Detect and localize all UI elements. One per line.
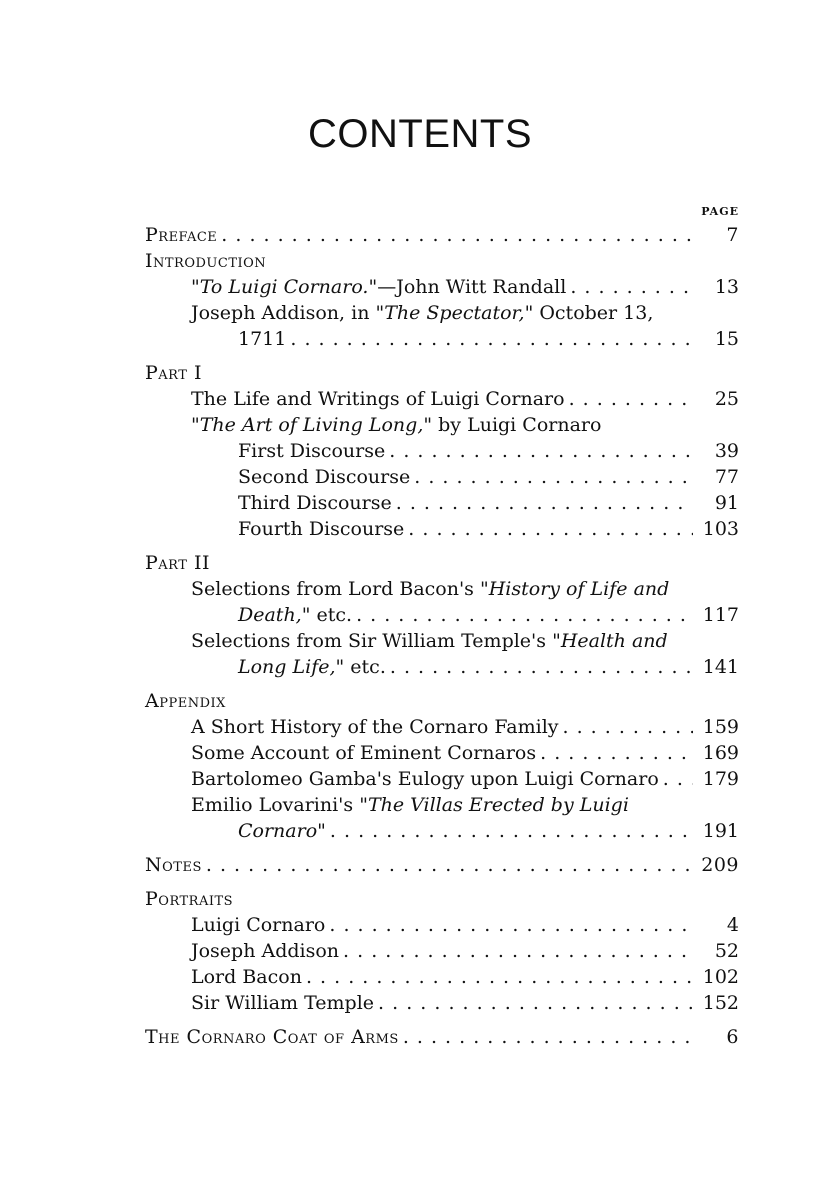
toc-entry-preface[interactable] — [145, 222, 739, 248]
entry-text: First Discourse — [238, 440, 386, 462]
dot-leader — [563, 714, 693, 740]
toc-entry-first-discourse[interactable] — [145, 438, 739, 464]
entry-page: 91 — [714, 492, 739, 514]
entry-page: 52 — [714, 940, 739, 962]
entry-text-italic: The Villas Erected by Luigi — [367, 794, 629, 816]
entry-text: Part I — [145, 362, 202, 384]
toc-entry-portrait-cornaro[interactable] — [145, 912, 739, 938]
entry-text: A Short History of the Cornaro Family — [191, 716, 559, 738]
entry-text: —John Witt Randall — [377, 276, 567, 298]
page-title: CONTENTS — [308, 112, 532, 156]
entry-text: Notes — [145, 854, 202, 876]
entry-text: Lord Bacon — [191, 966, 302, 988]
dot-leader — [329, 912, 693, 938]
toc-entry-randall[interactable] — [145, 274, 739, 300]
toc-entry-portrait-temple[interactable] — [145, 990, 739, 1016]
toc-entry-fourth-discourse[interactable] — [145, 516, 739, 542]
dot-leader — [306, 964, 693, 990]
entry-page: 15 — [714, 328, 739, 350]
entry-page: 39 — [714, 440, 739, 462]
table-of-contents — [145, 222, 739, 1050]
entry-text: " October 13, — [524, 302, 654, 324]
entry-page: 6 — [726, 1026, 739, 1048]
toc-entry-portrait-bacon[interactable] — [145, 964, 739, 990]
toc-entry-notes[interactable] — [145, 852, 739, 878]
entry-text: Some Account of Eminent Cornaros — [191, 742, 537, 764]
entry-text: Fourth Discourse — [238, 518, 405, 540]
entry-page: 209 — [701, 854, 739, 876]
toc-entry-temple-line1[interactable] — [145, 628, 739, 654]
entry-text: Preface — [145, 224, 218, 246]
dot-leader — [356, 602, 693, 628]
toc-heading-part1 — [145, 360, 739, 386]
toc-entry-short-history[interactable] — [145, 714, 739, 740]
entry-text: Joseph Addison — [191, 940, 340, 962]
toc-entry-gamba-eulogy[interactable] — [145, 766, 739, 792]
entry-text-italic: Long Life, — [238, 656, 336, 678]
entry-page: 169 — [702, 742, 739, 764]
entry-text: Selections from Lord Bacon's " — [191, 578, 489, 600]
dot-leader — [414, 464, 693, 490]
entry-text: " etc. — [335, 656, 386, 678]
entry-text: Appendix — [145, 690, 226, 712]
toc-heading-appendix — [145, 688, 739, 714]
entry-text: by Luigi Cornaro — [432, 414, 602, 436]
toc-heading-portraits — [145, 886, 739, 912]
entry-text: Emilio Lovarini's " — [191, 794, 368, 816]
entry-page: 191 — [702, 820, 739, 842]
toc-entry-life-writings[interactable] — [145, 386, 739, 412]
toc-entry-temple-line2[interactable] — [145, 654, 739, 680]
entry-text: Part II — [145, 552, 210, 574]
entry-text: Luigi Cornaro — [191, 914, 326, 936]
entry-text-italic: Health and — [560, 630, 668, 652]
entry-text: Third Discourse — [238, 492, 392, 514]
entry-text-italic: History of Life and — [488, 578, 670, 600]
toc-entry-portrait-addison[interactable] — [145, 938, 739, 964]
dot-leader — [389, 438, 693, 464]
toc-heading-part2 — [145, 550, 739, 576]
toc-entry-bacon-line1[interactable] — [145, 576, 739, 602]
toc-heading-introduction — [145, 248, 739, 274]
entry-text: Portraits — [145, 888, 234, 910]
dot-leader — [390, 654, 693, 680]
toc-entry-addison-line2[interactable] — [145, 326, 739, 352]
entry-page: 4 — [726, 914, 739, 936]
entry-page: 7 — [726, 224, 739, 246]
page-column-label: PAGE — [701, 205, 739, 218]
toc-entry-second-discourse[interactable] — [145, 464, 739, 490]
toc-entry-third-discourse[interactable] — [145, 490, 739, 516]
dot-leader — [330, 818, 693, 844]
entry-text: Joseph Addison, in " — [191, 302, 385, 324]
toc-entry-coat-of-arms[interactable] — [145, 1024, 739, 1050]
entry-text-italic: Death, — [238, 604, 302, 626]
entry-text-italic: "The Art of Living Long," — [191, 414, 433, 436]
dot-leader — [396, 490, 693, 516]
entry-page: 159 — [702, 716, 739, 738]
entry-text: Selections from Sir William Temple's " — [191, 630, 561, 652]
dot-leader — [403, 1024, 693, 1050]
entry-page: 179 — [702, 768, 739, 790]
toc-entry-bacon-line2[interactable] — [145, 602, 739, 628]
dot-leader — [290, 326, 693, 352]
dot-leader — [569, 386, 693, 412]
entry-page: 152 — [702, 992, 739, 1014]
entry-page: 25 — [714, 388, 739, 410]
entry-page: 77 — [714, 466, 739, 488]
toc-entry-lovarini-line1[interactable] — [145, 792, 739, 818]
entry-text: " — [317, 820, 326, 842]
dot-leader — [540, 740, 693, 766]
toc-entry-eminent-cornaros[interactable] — [145, 740, 739, 766]
entry-text-italic: The Spectator, — [384, 302, 525, 324]
entry-page: 13 — [714, 276, 739, 298]
dot-leader — [378, 990, 693, 1016]
dot-leader — [570, 274, 693, 300]
entry-text: " etc. — [301, 604, 353, 626]
entry-page: 117 — [702, 604, 739, 626]
toc-entry-lovarini-line2[interactable] — [145, 818, 739, 844]
entry-text: Introduction — [145, 250, 267, 272]
dot-leader — [221, 222, 693, 248]
entry-text-italic: Cornaro — [238, 820, 318, 842]
entry-text: The Life and Writings of Luigi Cornaro — [191, 388, 565, 410]
dot-leader — [408, 516, 693, 542]
entry-page: 141 — [702, 656, 739, 678]
entry-page: 103 — [702, 518, 739, 540]
entry-text: Bartolomeo Gamba's Eulogy upon Luigi Cornaro — [191, 768, 659, 790]
dot-leader — [663, 766, 693, 792]
toc-entry-addison-line1[interactable] — [145, 300, 739, 326]
toc-heading-art-living — [145, 412, 739, 438]
entry-page: 102 — [702, 966, 739, 988]
entry-text: 1711 — [238, 328, 287, 350]
dot-leader — [206, 852, 693, 878]
entry-text: Second Discourse — [238, 466, 411, 488]
entry-text: Sir William Temple — [191, 992, 375, 1014]
dot-leader — [343, 938, 693, 964]
entry-text: The Cornaro Coat of Arms — [145, 1026, 399, 1048]
entry-text-italic: "To Luigi Cornaro." — [191, 276, 378, 298]
